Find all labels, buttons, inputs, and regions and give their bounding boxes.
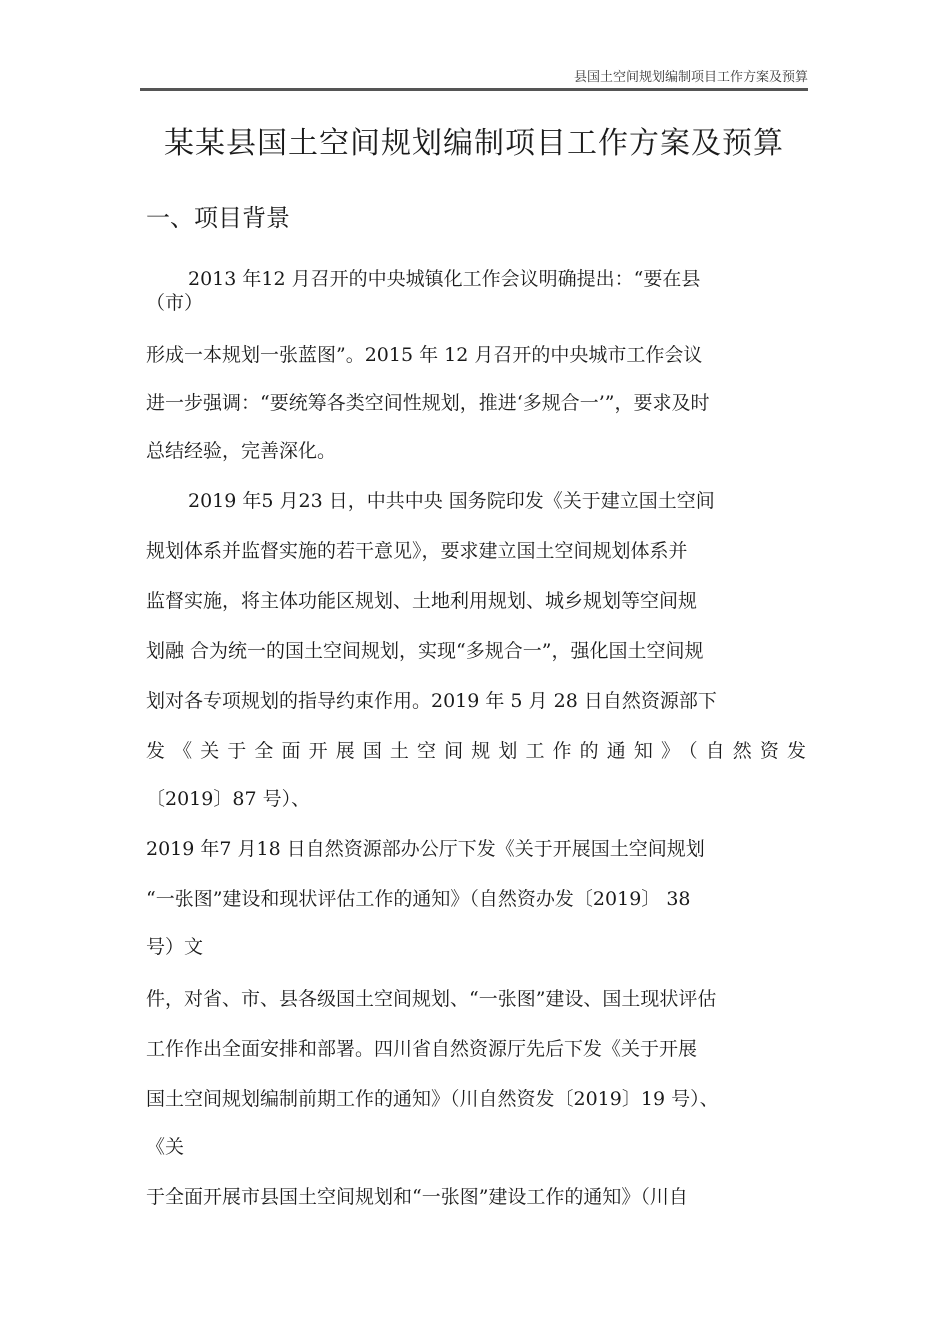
section-heading: 一、项目背景 [146, 204, 290, 232]
running-header: 县国土空间规划编制项目工作方案及预算 [573, 70, 808, 85]
body-line: 规划体系并监督实施的若干意见》，要求建立国土空间规划体系并 [146, 540, 688, 562]
body-line: 《关 [146, 1136, 185, 1158]
body-line: 〔2019〕87 号）、 [146, 788, 311, 810]
body-line: 于全面开展市县国土空间规划和“一张图”建设工作的通知》（川自 [146, 1186, 688, 1208]
body-line: 2019 年5 月23 日，中共中央 国务院印发《关于建立国土空间 [188, 490, 715, 512]
body-line: （市） [146, 292, 204, 314]
body-line: 进一步强调：“要统筹各类空间性规划，推进‘多规合一’”，要求及时 [146, 392, 710, 414]
body-line: 号）文 [146, 936, 204, 958]
body-line: 工作作出全面安排和部署。四川省自然资源厅先后下发《关于开展 [146, 1038, 698, 1060]
body-line: 发《关于全面开展国土空间规划工作的通知》（自然资发 [146, 740, 806, 762]
body-line: 形成一本规划一张蓝图”。2015 年 12 月召开的中央城市工作会议 [146, 344, 703, 366]
body-line: 2019 年7 月18 日自然资源部办公厅下发《关于开展国土空间规划 [146, 838, 705, 860]
body-line: 总结经验，完善深化。 [146, 440, 337, 462]
header-rule [140, 88, 808, 91]
document-title: 某某县国土空间规划编制项目工作方案及预算 [164, 126, 784, 161]
body-line: “一张图”建设和现状评估工作的通知》（自然资办发〔2019〕 38 [146, 888, 691, 910]
body-line: 划对各专项规划的指导约束作用。2019 年 5 月 28 日自然资源部下 [146, 690, 717, 712]
body-line: 件，对省、市、县各级国土空间规划、“一张图”建设、国土现状评估 [146, 988, 717, 1010]
body-line: 划融 合为统一的国土空间规划，实现“多规合一”，强化国土空间规 [146, 640, 704, 662]
body-line: 国土空间规划编制前期工作的通知》（川自然资发〔2019〕19 号）、 [146, 1088, 719, 1110]
body-line: 2013 年12 月召开的中央城镇化工作会议明确提出：“要在县 [188, 268, 701, 290]
body-line: 监督实施，将主体功能区规划、土地利用规划、城乡规划等空间规 [146, 590, 698, 612]
